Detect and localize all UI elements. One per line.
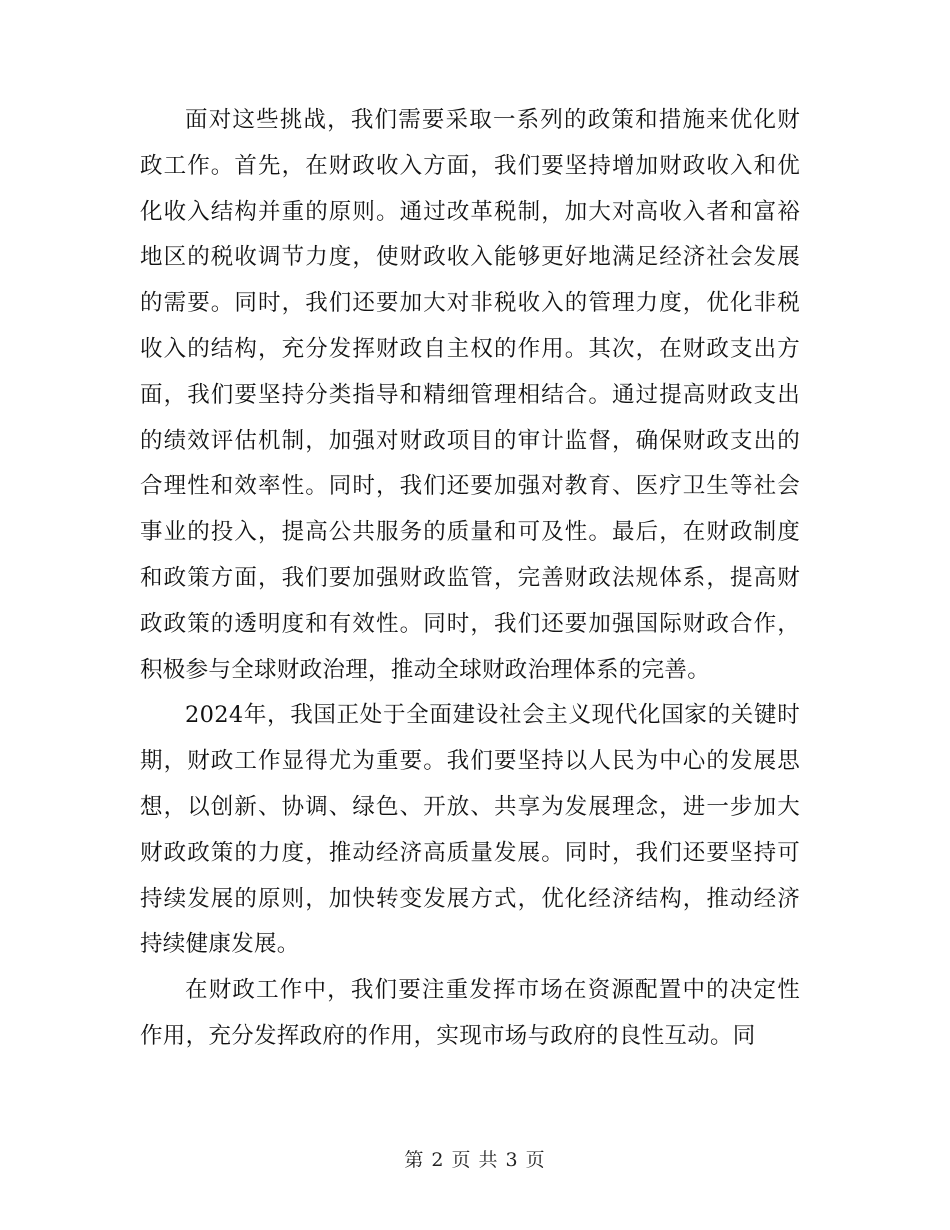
paragraph-3: 在财政工作中，我们要注重发挥市场在资源配置中的决定性作用，充分发挥政府的作用，实现市场与政府的良性互动。同	[140, 977, 800, 1049]
paragraph-1: 面对这些挑战，我们需要采取一系列的政策和措施来优化财政工作。首先，在财政收入方面，我们要坚持增加财政收入和优化收入结构并重的原则。通过改革税制，加大对高收入者和富裕地区的税收调节力度，使财政收入能够更好地满足经济社会发展的需要。同时，我们还要加大对非税收入的管理力度，优化非税收入的结构，充分发挥财政自主权的作用。其次，在财政支出方面，我们要坚持分类指导和精细管理相结合。通过提高财政支出的绩效评估机制，加强对财政项目的审计监督，确保财政支出的合理性和效率性。同时，我们还要加强对教育、医疗卫生等社会事业的投入，提高公共服务的质量和可及性。最后，在财政制度和政策方面，我们要加强财政监管，完善财政法规体系，提高财政政策的透明度和有效性。同时，我们还要加强国际财政合作，积极参与全球财政治理，推动全球财政治理体系的完善。	[140, 107, 800, 683]
paragraph-2: 2024年，我国正处于全面建设社会主义现代化国家的关键时期，财政工作显得尤为重要。我们要坚持以人民为中心的发展思想，以创新、协调、绿色、开放、共享为发展理念，进一步加大财政政策的力度，推动经济高质量发展。同时，我们还要坚持可持续发展的原则，加快转变发展方式，优化经济结构，推动经济持续健康发展。	[140, 702, 800, 958]
document-body	[140, 98, 800, 1060]
page-number-footer: 第 2 页 共 3 页	[404, 1149, 546, 1171]
